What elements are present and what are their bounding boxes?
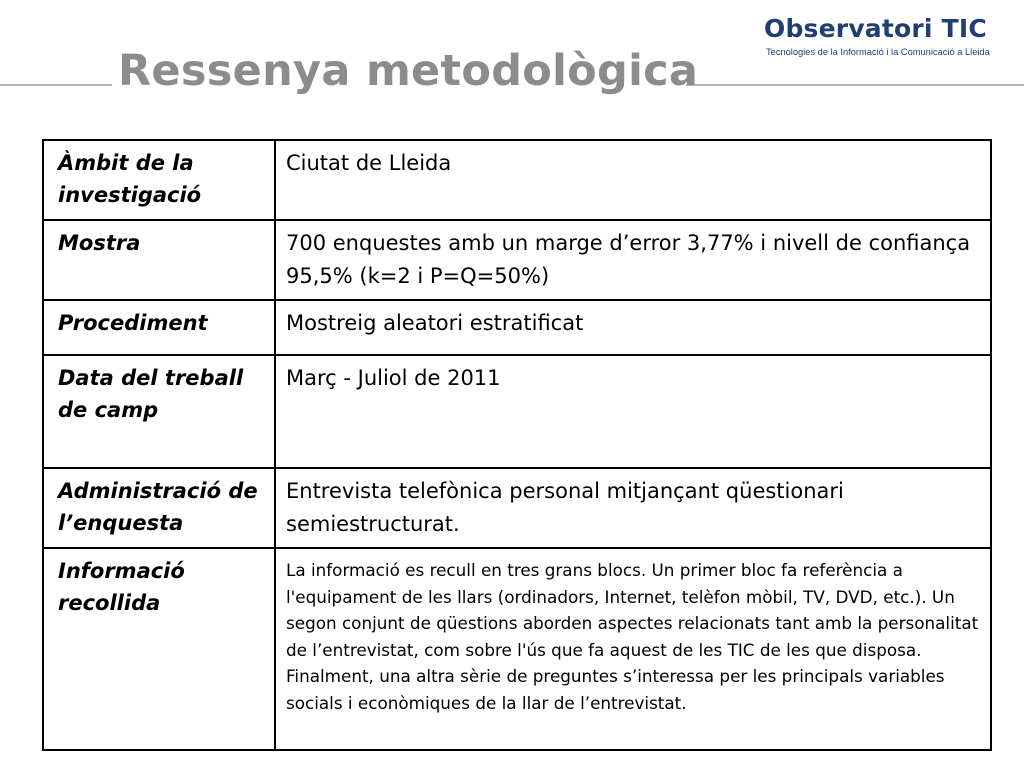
logo-subtitle: Tecnologies de la Informació i la Comunicació a Lleida — [766, 47, 990, 57]
row-value: La informació es recull en tres grans blocs. Un primer bloc fa referència a l'equipament de les llars (ordinadors, Internet, telèfon mòbil, TV, DVD, etc.). Un segon conjunt de qüestions aborden aspectes relacionats tant amb la personalitat de l’entrevistat, com sobre l'ús que fa aquest de les TIC de les que disposa. Finalment, una altra sèrie de preguntes s’interessa per les principals variables socials i econòmiques de la llar de l’entrevistat. — [275, 548, 991, 750]
logo-name: Observatori TIC — [764, 14, 987, 43]
row-label: Àmbit de la investigació — [43, 140, 275, 220]
row-value: Març - Juliol de 2011 — [275, 355, 991, 468]
slide-title: Ressenya metodològica — [118, 46, 699, 96]
row-label: Data del treball de camp — [43, 355, 275, 468]
row-label: Informació recollida — [43, 548, 275, 750]
row-label: Procediment — [43, 300, 275, 355]
row-value: Ciutat de Lleida — [275, 140, 991, 220]
observatori-tic-logo — [764, 14, 1014, 68]
table-row — [43, 468, 991, 548]
methodology-table — [42, 139, 992, 751]
table-row — [43, 355, 991, 468]
row-label: Administració de l’enquesta — [43, 468, 275, 548]
row-value: Entrevista telefònica personal mitjançant qüestionari semiestructurat. — [275, 468, 991, 548]
title-rule-right — [686, 84, 1024, 86]
row-label: Mostra — [43, 220, 275, 300]
table-row — [43, 300, 991, 355]
table-row — [43, 220, 991, 300]
table-row — [43, 548, 991, 750]
row-value: 700 enquestes amb un marge d’error 3,77% i nivell de confiança 95,5% (k=2 i P=Q=50%) — [275, 220, 991, 300]
row-value: Mostreig aleatori estratificat — [275, 300, 991, 355]
title-rule-left — [0, 84, 112, 86]
table-row — [43, 140, 991, 220]
